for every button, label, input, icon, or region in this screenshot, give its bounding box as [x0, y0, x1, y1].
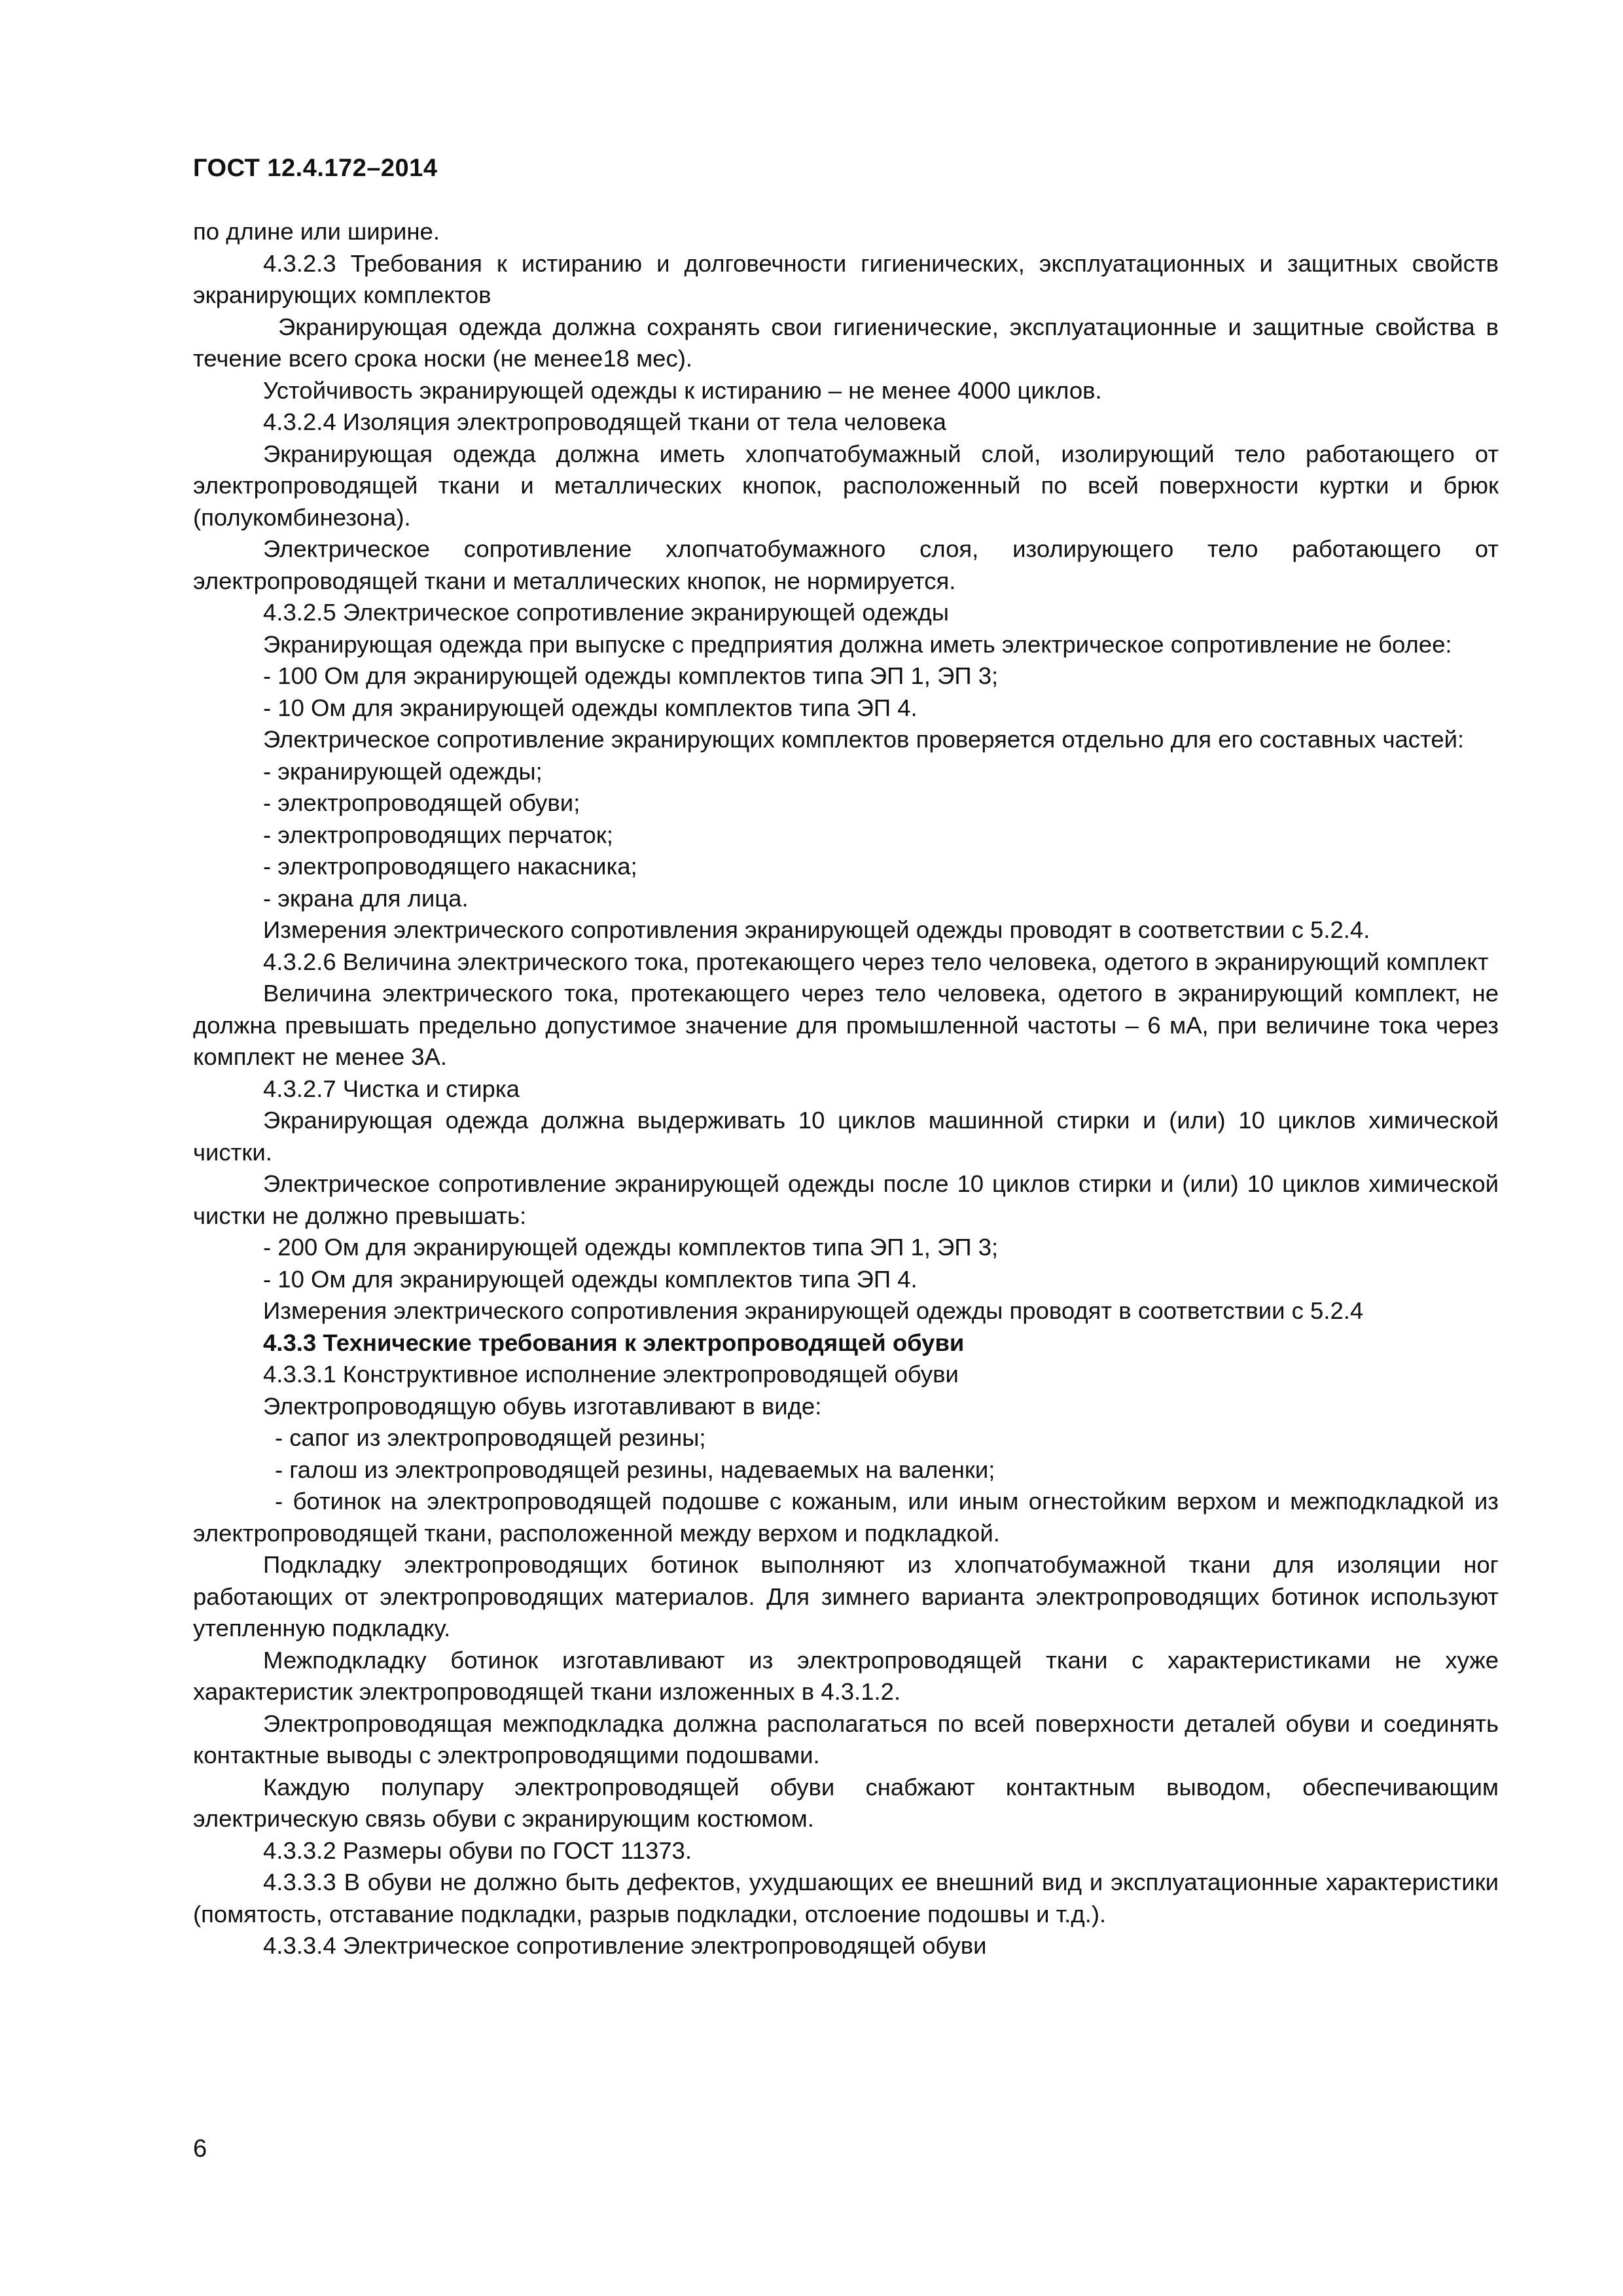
- document-header: ГОСТ 12.4.172–2014: [193, 154, 438, 182]
- paragraph: Электрическое сопротивление экранирующей одежды после 10 циклов стирки и (или) 10 циклов химической чистки не должно превышать:: [193, 1170, 1499, 1229]
- document-body: [193, 216, 1499, 1962]
- list-item: - электропроводящей обуви;: [263, 789, 580, 816]
- section-heading: 4.3.3 Технические требования к электропроводящей обуви: [263, 1329, 965, 1356]
- section-heading: 4.3.3.1 Конструктивное исполнение электропроводящей обуви: [263, 1361, 959, 1388]
- section-heading: 4.3.2.5 Электрическое сопротивление экранирующей одежды: [263, 599, 949, 626]
- paragraph: Величина электрического тока, протекающего через тело человека, одетого в экранирующий комплект, не должна превышать предельно допустимое значение для промышленной частоты – 6 мА, при величине тока через комплект не менее 3А.: [193, 980, 1499, 1070]
- paragraph: Устойчивость экранирующей одежды к истиранию – не менее 4000 циклов.: [263, 376, 1102, 404]
- paragraph: Экранирующая одежда должна выдерживать 10 циклов машинной стирки и (или) 10 циклов химической чистки.: [193, 1107, 1499, 1166]
- paragraph: Экранирующая одежда должна иметь хлопчатобумажный слой, изолирующий тело работающего от электропроводящей ткани и металлических кнопок, расположенный по всей поверхности куртки и брюк (полукомбинезона).: [193, 440, 1499, 531]
- list-item: - 10 Ом для экранирующей одежды комплектов типа ЭП 4.: [263, 694, 918, 721]
- section-heading: 4.3.3.4 Электрическое сопротивление электропроводящей обуви: [263, 1932, 987, 1959]
- paragraph: Экранирующая одежда при выпуске с предприятия должна иметь электрическое сопротивление не более:: [263, 630, 1452, 658]
- paragraph: Измерения электрического сопротивления экранирующей одежды проводят в соответствии с 5.2.4: [263, 1297, 1364, 1324]
- paragraph: Измерения электрического сопротивления экранирующей одежды проводят в соответствии с 5.2.4.: [263, 916, 1370, 943]
- paragraph: Межподкладку ботинок изготавливают из электропроводящей ткани с характеристиками не хуже характеристик электропроводящей ткани изложенных в 4.3.1.2.: [193, 1646, 1499, 1705]
- list-item: - экрана для лица.: [263, 884, 469, 912]
- page-number: 6: [193, 2135, 207, 2162]
- paragraph: Электрическое сопротивление хлопчатобумажного слоя, изолирующего тело работающего от электропроводящей ткани и металлических кнопок, не нормируется.: [193, 535, 1499, 594]
- paragraph: 4.3.3.3 В обуви не должно быть дефектов, ухудшающих ее внешний вид и эксплуатационные характеристики (помятость, отставание подкладки, разрыв подкладки, отслоение подошвы и т.д.).: [193, 1869, 1499, 1928]
- paragraph: Электропроводящая межподкладка должна располагаться по всей поверхности деталей обуви и соединять контактные выводы с электропроводящими подошвами.: [193, 1710, 1499, 1768]
- list-item: - электропроводящих перчаток;: [263, 821, 613, 848]
- section-heading: 4.3.2.7 Чистка и стирка: [263, 1075, 520, 1102]
- paragraph: Электрическое сопротивление экранирующих комплектов проверяется отдельно для его составных частей:: [263, 726, 1465, 753]
- list-item: - 200 Ом для экранирующей одежды комплектов типа ЭП 1, ЭП 3;: [263, 1234, 999, 1261]
- paragraph: Экранирующая одежда должна сохранять свои гигиенические, эксплуатационные и защитные свойства в течение всего срока носки (не менее18 мес).: [193, 313, 1499, 372]
- section-heading: 4.3.2.6 Величина электрического тока, протекающего через тело человека, одетого в экранирующий комплект: [263, 948, 1489, 975]
- section-heading: 4.3.3.2 Размеры обуви по ГОСТ 11373.: [263, 1837, 692, 1864]
- section-heading: 4.3.2.4 Изоляция электропроводящей ткани от тела человека: [263, 408, 946, 435]
- list-item: - электропроводящего накасника;: [263, 853, 637, 880]
- paragraph: Подкладку электропроводящих ботинок выполняют из хлопчатобумажной ткани для изоляции ног работающих от электропроводящих материалов. Для зимнего варианта электропроводящих ботинок используют утепленную подкладку.: [193, 1551, 1499, 1641]
- list-item: - галош из электропроводящей резины, надеваемых на валенки;: [275, 1456, 995, 1483]
- section-heading: 4.3.2.3 Требования к истиранию и долговечности гигиенических, эксплуатационных и защитных свойств экранирующих комплектов: [193, 249, 1499, 308]
- list-item: - 100 Ом для экранирующей одежды комплектов типа ЭП 1, ЭП 3;: [263, 662, 999, 689]
- paragraph: Каждую полупару электропроводящей обуви снабжают контактным выводом, обеспечивающим электрическую связь обуви с экранирующим костюмом.: [193, 1773, 1499, 1832]
- paragraph: по длине или ширине.: [193, 218, 440, 245]
- list-item: - сапог из электропроводящей резины;: [275, 1424, 706, 1451]
- list-item: - 10 Ом для экранирующей одежды комплектов типа ЭП 4.: [263, 1265, 918, 1293]
- list-item: - экранирующей одежды;: [263, 757, 543, 785]
- list-item: - ботинок на электропроводящей подошве с кожаным, или иным огнестойким верхом и межподкладкой из электропроводящей ткани, расположенной между верхом и подкладкой.: [193, 1488, 1499, 1547]
- paragraph: Электропроводящую обувь изготавливают в виде:: [263, 1392, 822, 1420]
